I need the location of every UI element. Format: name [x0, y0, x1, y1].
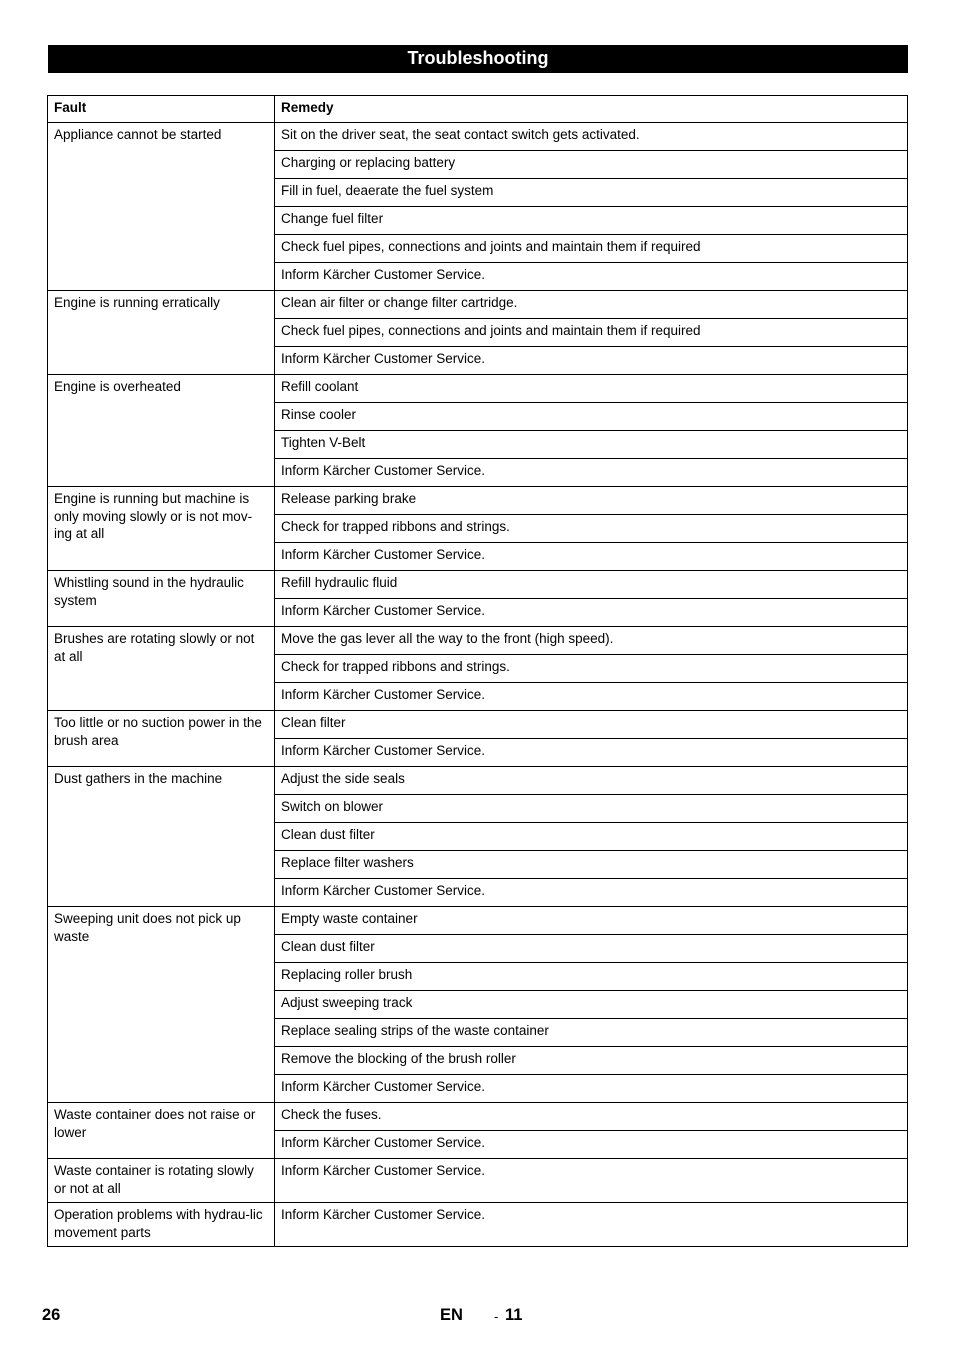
fault-column-header: Fault	[48, 96, 275, 123]
fault-cell: Waste container does not raise or lower	[48, 1103, 275, 1159]
remedy-cell: Charging or replacing battery	[275, 151, 908, 179]
page-number: 26	[42, 1306, 61, 1324]
remedy-cell: Inform Kärcher Customer Service.	[275, 347, 908, 375]
table-row	[48, 375, 908, 403]
remedy-cell: Check fuel pipes, connections and joints and maintain them if required	[275, 319, 908, 347]
remedy-cell: Move the gas lever all the way to the front (high speed).	[275, 627, 908, 655]
remedy-cell: Clean dust filter	[275, 823, 908, 851]
remedy-cell: Release parking brake	[275, 487, 908, 515]
remedy-cell: Inform Kärcher Customer Service.	[275, 739, 908, 767]
fault-cell: Operation problems with hydrau-lic movement parts	[48, 1203, 275, 1247]
remedy-cell: Inform Kärcher Customer Service.	[275, 683, 908, 711]
remedy-cell: Clean dust filter	[275, 935, 908, 963]
table-row	[48, 571, 908, 599]
remedy-cell: Inform Kärcher Customer Service.	[275, 1131, 908, 1159]
remedy-cell: Remove the blocking of the brush roller	[275, 1047, 908, 1075]
table-row	[48, 627, 908, 655]
table-row	[48, 1159, 908, 1203]
fault-cell: Engine is running erratically	[48, 291, 275, 375]
fault-cell: Brushes are rotating slowly or not at all	[48, 627, 275, 711]
remedy-cell: Fill in fuel, deaerate the fuel system	[275, 179, 908, 207]
remedy-cell: Inform Kärcher Customer Service.	[275, 1203, 908, 1247]
fault-cell: Waste container is rotating slowly or not at all	[48, 1159, 275, 1203]
remedy-cell: Clean air filter or change filter cartridge.	[275, 291, 908, 319]
table-row	[48, 487, 908, 515]
remedy-cell: Inform Kärcher Customer Service.	[275, 543, 908, 571]
table-row	[48, 767, 908, 795]
fault-cell: Engine is running but machine is only moving slowly or is not mov-ing at all	[48, 487, 275, 571]
table-row	[48, 291, 908, 319]
remedy-cell: Rinse cooler	[275, 403, 908, 431]
table-row	[48, 711, 908, 739]
remedy-cell: Inform Kärcher Customer Service.	[275, 879, 908, 907]
remedy-cell: Replacing roller brush	[275, 963, 908, 991]
table-row	[48, 907, 908, 935]
remedy-cell: Empty waste container	[275, 907, 908, 935]
remedy-cell: Check for trapped ribbons and strings.	[275, 515, 908, 543]
section-title: Troubleshooting	[48, 45, 908, 73]
remedy-cell: Tighten V-Belt	[275, 431, 908, 459]
remedy-cell: Check for trapped ribbons and strings.	[275, 655, 908, 683]
remedy-cell: Refill coolant	[275, 375, 908, 403]
remedy-cell: Change fuel filter	[275, 207, 908, 235]
remedy-cell: Inform Kärcher Customer Service.	[275, 459, 908, 487]
fault-cell: Appliance cannot be started	[48, 123, 275, 291]
table-header-row	[48, 96, 908, 123]
footer-separator: -	[494, 1309, 499, 1324]
troubleshooting-table	[47, 95, 908, 1247]
remedy-cell: Inform Kärcher Customer Service.	[275, 1159, 908, 1203]
table-row	[48, 1103, 908, 1131]
remedy-cell: Inform Kärcher Customer Service.	[275, 263, 908, 291]
remedy-cell: Adjust the side seals	[275, 767, 908, 795]
remedy-cell: Sit on the driver seat, the seat contact switch gets activated.	[275, 123, 908, 151]
fault-cell: Too little or no suction power in the brush area	[48, 711, 275, 767]
table-row	[48, 123, 908, 151]
remedy-cell: Check fuel pipes, connections and joints and maintain them if required	[275, 235, 908, 263]
fault-cell: Engine is overheated	[48, 375, 275, 487]
fault-cell: Dust gathers in the machine	[48, 767, 275, 907]
fault-cell: Whistling sound in the hydraulic system	[48, 571, 275, 627]
remedy-cell: Adjust sweeping track	[275, 991, 908, 1019]
remedy-cell: Inform Kärcher Customer Service.	[275, 599, 908, 627]
remedy-cell: Inform Kärcher Customer Service.	[275, 1075, 908, 1103]
remedy-cell: Switch on blower	[275, 795, 908, 823]
remedy-cell: Check the fuses.	[275, 1103, 908, 1131]
remedy-cell: Refill hydraulic fluid	[275, 571, 908, 599]
table-row	[48, 1203, 908, 1247]
language-code: EN	[440, 1306, 463, 1324]
sub-page-number: 11	[505, 1306, 523, 1324]
fault-cell: Sweeping unit does not pick up waste	[48, 907, 275, 1103]
remedy-cell: Replace filter washers	[275, 851, 908, 879]
remedy-cell: Replace sealing strips of the waste container	[275, 1019, 908, 1047]
remedy-cell: Clean filter	[275, 711, 908, 739]
remedy-column-header: Remedy	[275, 96, 908, 123]
troubleshooting-table-body	[48, 96, 908, 1247]
